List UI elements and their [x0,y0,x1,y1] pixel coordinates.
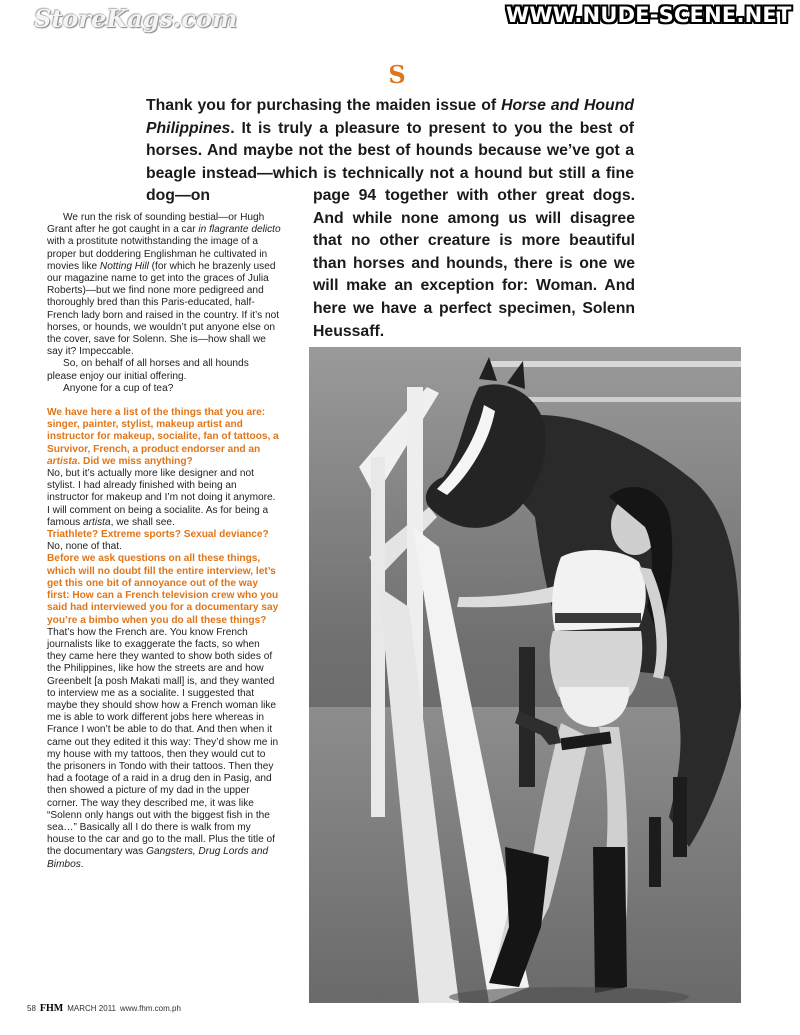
body-paragraph: So, on behalf of all horses and all hounds please enjoy our initial offering. [47,358,249,382]
body-paragraph [47,212,281,358]
question: Triathlete? Extreme sports? Sexual deviance? [47,529,269,541]
page-number: 58 [27,1004,36,1013]
photo-illustration [309,347,741,1003]
answer: No, none of that. [47,541,122,553]
question-text: . Did we miss anything? [77,455,193,467]
question [47,407,281,468]
intro-text: Thank you for purchasing the maiden issue of [146,97,502,114]
answer-text: No, but it’s actually more like designer and not stylist. I had already finished with being an instructor for makeup and I’m not doing it anymore. I will comment on being a socialite. As for being a famous [47,468,276,528]
watermark-left: StoreKags.com [34,4,238,33]
answer-text: artista [83,516,111,528]
answer [47,468,281,529]
question: Before we ask questions on all these things, which will no doubt fill the entire interview, let’s get this one bit of annoyance out of the way first: How can a French television crew who you said had interviewed you for a documentary say you’re a bimbo when you do all these things? [47,553,279,626]
brand-logo: FHM [39,1003,64,1014]
intro-paragraph-side: page 94 together with other great dogs. And while none among us will disagree that no other creature is more beautiful than horses and hounds, there is one we will make an exception for: Woman. And here we have a perfect specimen, Solenn Heussaff. [313,187,635,340]
watermark-right: WWW.NUDE-SCENE.NET [506,3,792,27]
body-text: with a prostitute notwithstanding the image of a proper but doddering Englishman he cultivated in movies like [47,236,268,272]
body-text: (for which he brazenly used our magazine name to get into the graces of Julia Roberts)—but we find none more pedigreed and thoroughly bred than this Paris-educated, half-French lady born and raised in the country. If it’s not horses, or hounds, we wouldn’t put anyone else on the cover, save for Solenn. She is—how shall we say it? Impeccable. [47,260,280,358]
answer-text: , we shall see. [110,516,175,528]
answer-text: . [80,858,84,870]
body-column [47,212,281,871]
magazine-title: Horse and Hound Philippines [146,97,634,137]
answer-text: Gangsters, Drug Lords and Bimbos [47,846,269,870]
answer [47,627,281,871]
question-text: We have here a list of the things that you are: singer, painter, stylist, makeup artist and instructor for makeup, socialite, fan of tattoos, a Survivor, French, a product endorser and an [47,407,279,455]
body-text: Notting Hill [99,260,149,272]
intro-text: . It is truly a pleasure to present to you the best of horses. And maybe not the best of hounds because we’ve got a beagle instead—which is technically not a hound but still a fine dog—on [146,119,634,205]
body-text: We run the risk of sounding bestial—or Hugh Grant after he got caught in a car [47,212,265,236]
ornament-icon: S [388,60,406,89]
body-paragraph: Anyone for a cup of tea? [63,382,174,394]
website-url: www.fhm.com.ph [120,1004,181,1013]
page-footer [27,1003,185,1014]
issue-date: MARCH 2011 [67,1004,116,1013]
cover-photo [309,347,741,1003]
body-text: in flagrante delicto [198,224,281,236]
answer-text: That’s how the French are. You know French journalists like to exaggerate the facts, so when they came here they wanted to show both sides of the Philippines, like how the streets are and how Greenbelt [a posh Makati mall] is, and they wanted to interview me as a socialite. I suggested that maybe they should show how a French woman like me is able to work different jobs here whereas in France I won’t be able to do that. And then when it came out they edited it this way: They’d show me in my house with my tattoos, then they would cut to the prisoners in Tondo with their tattoos. Then they had a footage of a raid in a drug den in Pasig, and then showed a picture of my dad in the upper corner. The way they described me, it was like “Solenn only hangs out with the biggest fish in the sea…” Basically all I do there is walk from my house to the car and go to the mall. Plus the title of the documentary was [47,626,279,858]
question-text: artista [47,455,78,467]
